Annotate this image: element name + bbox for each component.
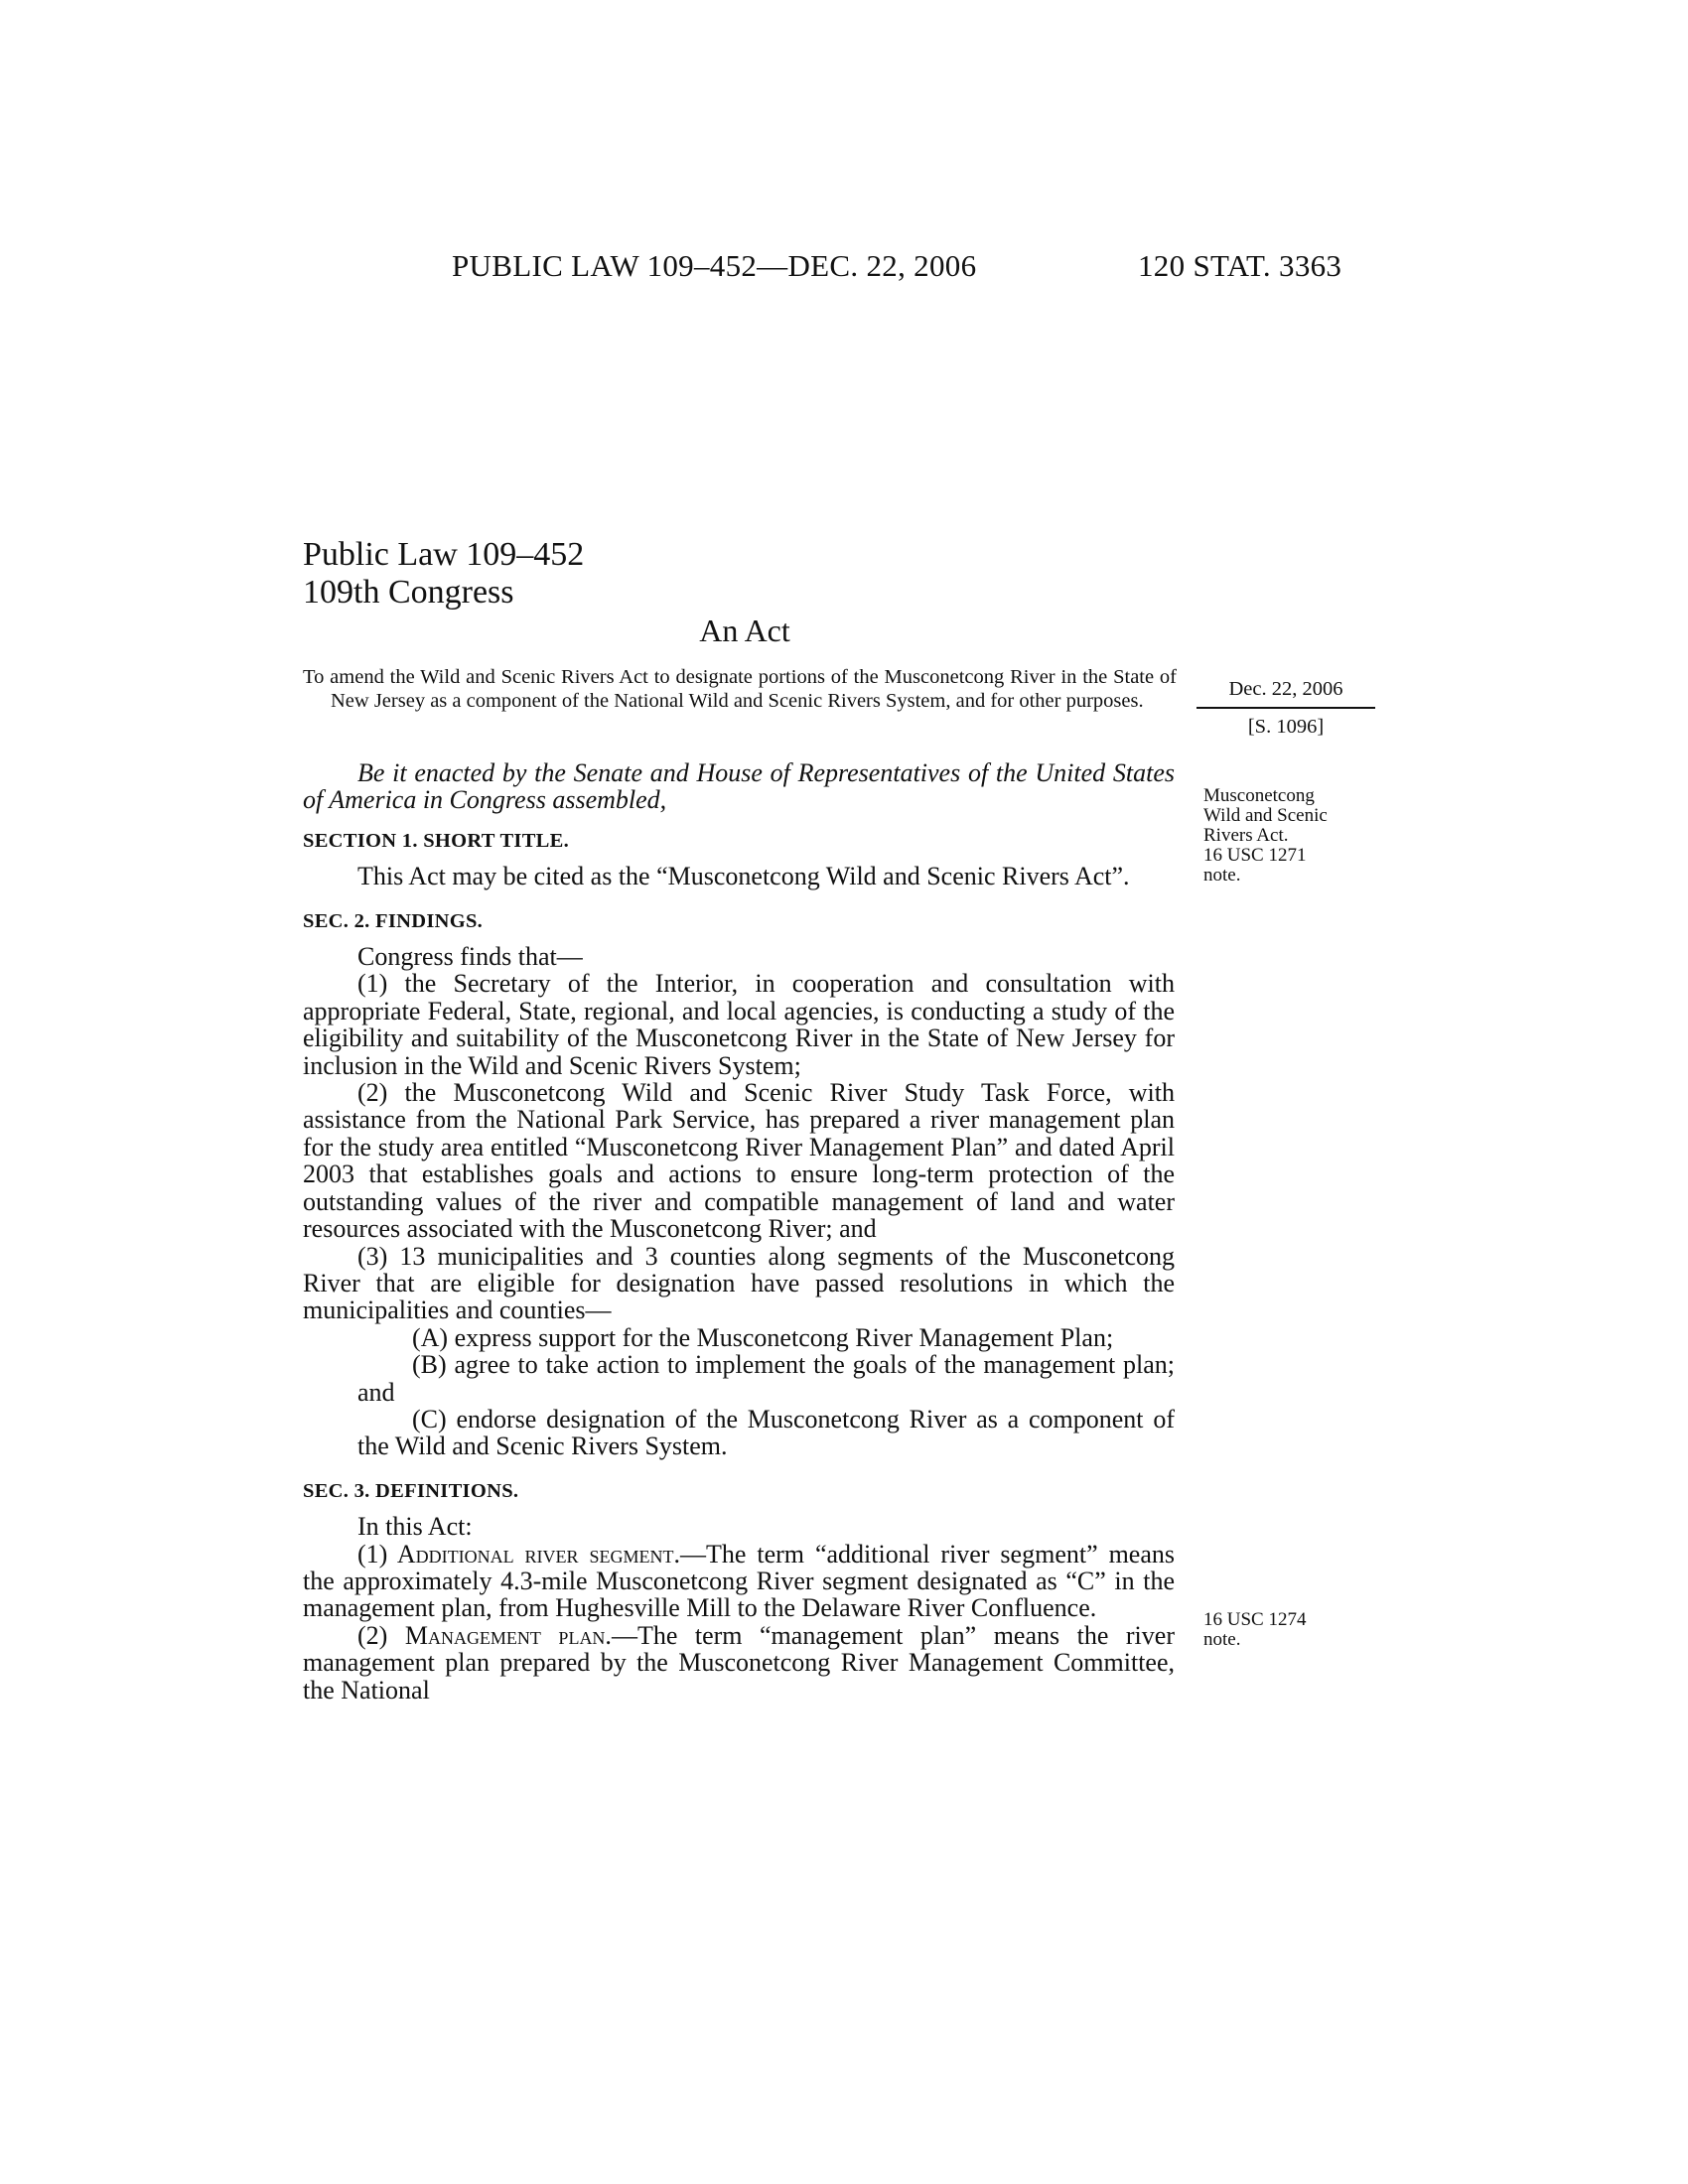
purpose-clause <box>303 665 1177 713</box>
finding-2: (2) the Musconetcong Wild and Scenic River Study Task Force, with assistance from the National Park Service, has prepared a river management plan for the study area entitled “Musconetcong River Management Plan” and dated April 2003 that establishes goals and actions to ensure long-term protection of the outstanding values of the river and compatible management of land and water resources associated with the Musconetcong River; and <box>303 1078 1175 1244</box>
public-law-number: Public Law 109–452 <box>303 536 585 573</box>
congress-number: 109th Congress <box>303 574 514 611</box>
definition-1-text: —The term “additional river segment” means the approximately 4.3-mile Musconetcong River segment designated as “C” in the management plan, from Hughesville Mill to the Delaware River Confluence. <box>303 1539 1175 1623</box>
definition-2-term: (2) Management plan. <box>357 1620 612 1650</box>
running-head-left: PUBLIC LAW 109–452—DEC. 22, 2006 <box>452 248 977 283</box>
definition-1-term: (1) Additional river segment. <box>357 1539 680 1569</box>
section-2-heading: SEC. 2. FINDINGS. <box>303 909 484 932</box>
section-1-heading: SECTION 1. SHORT TITLE. <box>303 829 570 852</box>
definition-2 <box>303 1622 1175 1704</box>
definition-2-text: —The term “management plan” means the river management plan prepared by the Musconetcong River Management Committee, the National <box>303 1620 1175 1705</box>
finding-1: (1) the Secretary of the Interior, in cooperation and consultation with appropriate Federal, State, regional, and local agencies, is conducting a study of the eligibility and suitability of the Musconetcong River in the State of New Jersey for inclusion in the Wild and Scenic Rivers System; <box>303 969 1175 1080</box>
finding-3-b: (B) agree to take action to implement the goals of the management plan; and <box>357 1350 1175 1407</box>
section-3-intro: In this Act: <box>357 1512 473 1542</box>
margin-note-line: Musconetcong <box>1203 785 1315 806</box>
bill-number: [S. 1096] <box>1247 716 1325 738</box>
purpose-line-1: To amend the Wild and Scenic Rivers Act to designate portions of the Musconetcong <box>303 666 1005 688</box>
margin-note-line: 16 USC 1274 <box>1203 1609 1307 1630</box>
margin-note-definitions <box>1203 1610 1362 1650</box>
enacting-clause: Be it enacted by the Senate and House of Representatives of the United States of America in Congress assembled, <box>303 758 1175 815</box>
finding-3-c: (C) endorse designation of the Musconetcong River as a component of the Wild and Scenic Rivers System. <box>357 1404 1175 1461</box>
section-3-heading: SEC. 3. DEFINITIONS. <box>303 1479 519 1502</box>
margin-note-line: note. <box>1203 865 1241 886</box>
running-head-page-number: 120 STAT. 3363 <box>1138 248 1342 283</box>
act-body <box>303 759 1175 1704</box>
margin-note-line: note. <box>1203 1629 1241 1650</box>
section-2-intro: Congress finds that— <box>357 942 583 972</box>
margin-note-line: Wild and Scenic <box>1203 805 1328 826</box>
finding-3: (3) 13 municipalities and 3 counties along segments of the Musconetcong River that are eligible for designation have passed resolutions in which the municipalities and counties— <box>303 1241 1175 1325</box>
date-box <box>1196 678 1375 739</box>
purpose-text <box>303 665 1177 713</box>
act-label: An Act <box>699 613 790 648</box>
margin-note-line: Rivers Act. <box>1203 825 1289 846</box>
enactment-date: Dec. 22, 2006 <box>1196 678 1375 709</box>
finding-3-a: (A) express support for the Musconetcong River Management Plan; <box>412 1322 1114 1352</box>
section-1-text: This Act may be cited as the “Musconetcong Wild and Scenic Rivers Act”. <box>357 862 1130 891</box>
definition-1 <box>303 1541 1175 1622</box>
margin-note-line: 16 USC 1271 <box>1203 845 1307 866</box>
law-title-block <box>303 536 584 612</box>
margin-note-short-title <box>1203 786 1362 886</box>
purpose-rest: River in the State of New Jersey as a component of the National Wild and Scenic Rivers System, and for other purposes. <box>331 666 1178 712</box>
